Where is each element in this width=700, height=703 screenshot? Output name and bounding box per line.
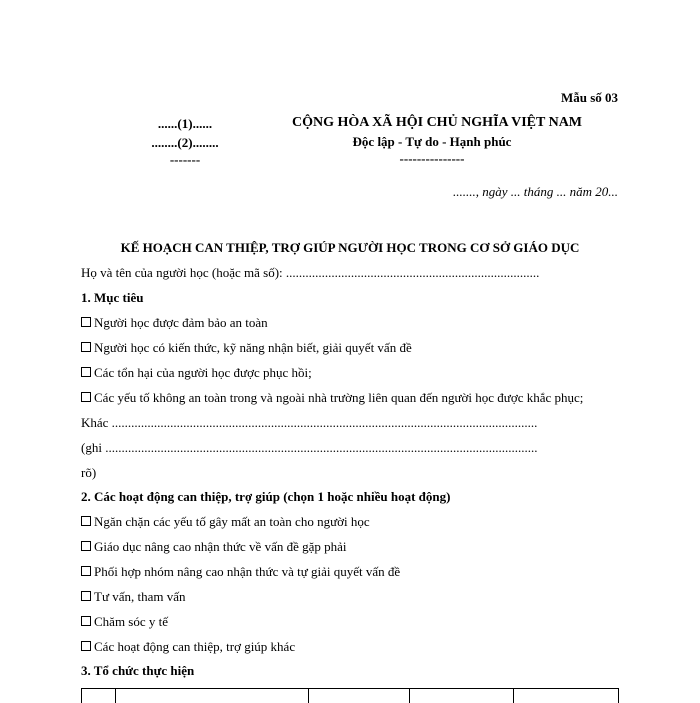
other-line-3: rõ) (81, 465, 97, 480)
section1-item (81, 340, 412, 356)
checkbox-label: Chăm sóc y tế (94, 614, 169, 629)
checkbox-label: Các hoạt động can thiệp, trợ giúp khác (94, 639, 296, 654)
checkbox-label: Các tổn hại của người học được phục hồi; (94, 365, 312, 380)
section1-item (81, 315, 268, 331)
student-name-line: Họ và tên của người học (hoặc mã số): .............................................................................. (81, 265, 540, 280)
checkbox[interactable] (81, 516, 91, 526)
checkbox[interactable] (81, 566, 91, 576)
checkbox[interactable] (81, 317, 91, 327)
agency-line-2: ........(2)........ (151, 135, 219, 150)
section2-item (81, 639, 295, 655)
checkbox-label: Người học có kiến thức, kỹ năng nhận biết, giải quyết vấn đề (94, 340, 412, 355)
document-title: KẾ HOẠCH CAN THIỆP, TRỢ GIÚP NGƯỜI HỌC TRONG CƠ SỞ GIÁO DỤC (120, 240, 580, 255)
date-line: ......., ngày ... tháng ... năm 20... (452, 184, 618, 199)
table-col-5 (513, 689, 619, 703)
checkbox[interactable] (81, 616, 91, 626)
section2-item (81, 614, 168, 630)
section2-heading: 2. Các hoạt động can thiệp, trợ giúp (chọn 1 hoặc nhiều hoạt động) (81, 489, 451, 504)
form-number: Mẫu số 03 (560, 90, 618, 105)
checkbox-label: Người học được đảm bảo an toàn (94, 315, 268, 330)
other-line-2: (ghi ..................................................................................................................................... (81, 440, 538, 455)
checkbox[interactable] (81, 641, 91, 651)
table-col-2 (115, 689, 309, 703)
section2-item (81, 564, 400, 580)
checkbox[interactable] (81, 541, 91, 551)
checkbox[interactable] (81, 392, 91, 402)
checkbox-label: Các yếu tố không an toàn trong và ngoài nhà trường liên quan đến người học được khắc phục; (94, 390, 584, 405)
table-col-3 (308, 689, 410, 703)
section3-heading: 3. Tổ chức thực hiện (81, 663, 195, 678)
implementation-table (81, 688, 619, 703)
checkbox[interactable] (81, 591, 91, 601)
table-col-4 (409, 689, 514, 703)
section1-item (81, 390, 583, 406)
checkbox-label: Tư vấn, tham vấn (94, 589, 186, 604)
national-title: CỘNG HÒA XÃ HỘI CHỦ NGHĨA VIỆT NAM (292, 115, 583, 130)
table-col-1 (82, 689, 116, 703)
agency-line-3: ------- (169, 152, 201, 167)
section1-item (81, 365, 312, 381)
agency-line-1: ......(1)...... (157, 116, 213, 131)
section1-heading: 1. Mục tiêu (81, 290, 144, 305)
checkbox-label: Phối hợp nhóm nâng cao nhận thức và tự giải quyết vấn đề (94, 564, 401, 579)
section2-item (81, 589, 186, 605)
checkbox-label: Giáo dục nâng cao nhận thức về vấn đề gặp phải (94, 539, 347, 554)
checkbox-label: Ngăn chặn các yếu tố gây mất an toàn cho người học (94, 514, 370, 529)
checkbox[interactable] (81, 342, 91, 352)
other-line-1: Khác ................................................................................................................................... (81, 415, 538, 430)
national-motto: Độc lập - Tự do - Hạnh phúc (352, 134, 512, 149)
checkbox[interactable] (81, 367, 91, 377)
section2-item (81, 539, 347, 555)
national-divider: --------------- (399, 151, 465, 166)
section2-item (81, 514, 370, 530)
